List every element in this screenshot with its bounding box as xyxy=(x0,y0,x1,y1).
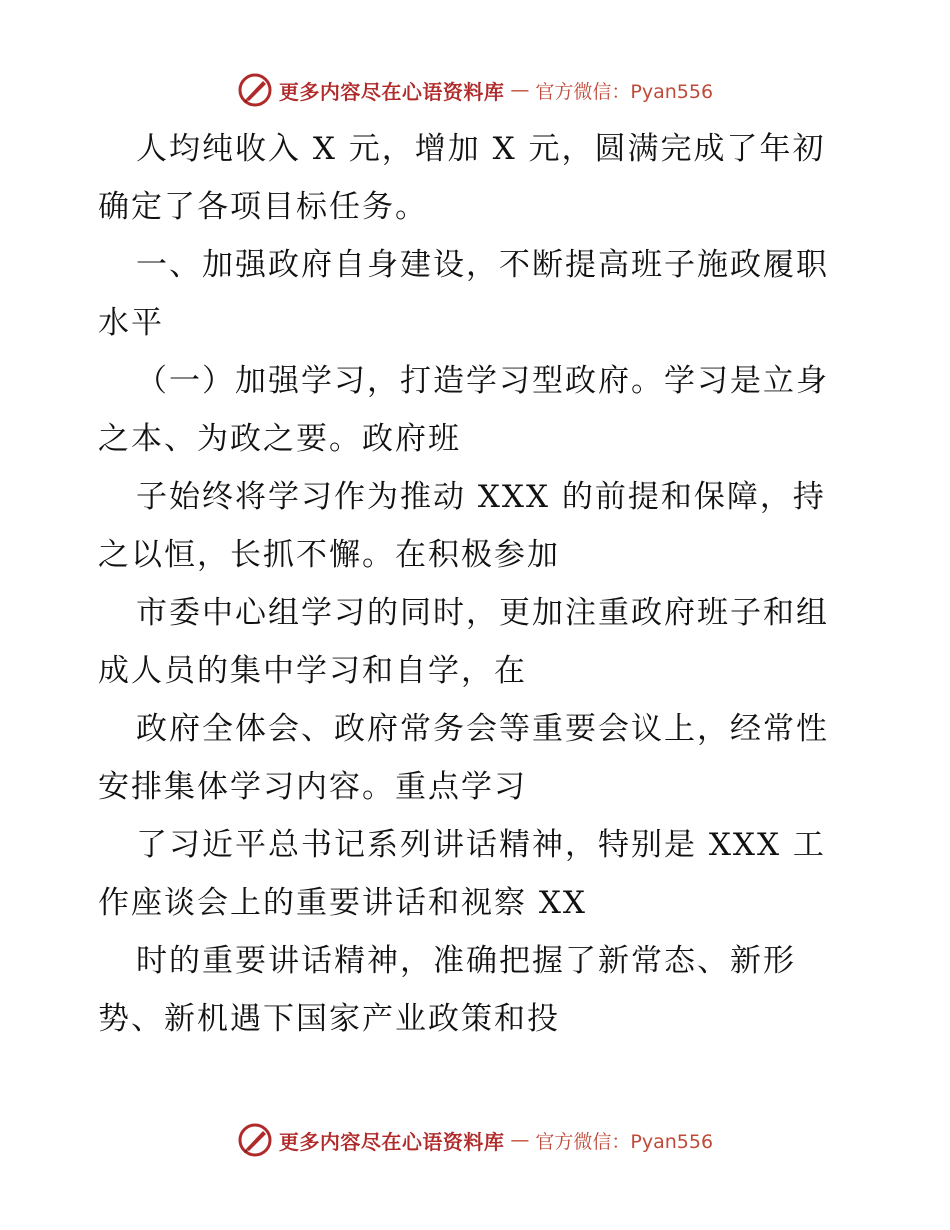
footer-banner xyxy=(0,1120,950,1160)
text-line: 成人员的集中学习和自学，在 xyxy=(98,653,527,689)
brand-text: 更多内容尽在心语资料库 xyxy=(278,1129,505,1154)
text-line: 人均纯收入 X 元，增加 X 元，圆满完成了年初 xyxy=(136,131,826,167)
text-line: （一）加强学习，打造学习型政府。学习是立身 xyxy=(136,363,829,399)
text-line: 了习近平总书记系列讲话精神，特别是 XXX 工 xyxy=(136,827,826,863)
text-line: 水平 xyxy=(98,305,164,341)
text-line: 势、新机遇下国家产业政策和投 xyxy=(98,1001,560,1037)
header-banner xyxy=(0,70,950,110)
document-body xyxy=(98,120,858,1060)
text-line: 之本、为政之要。政府班 xyxy=(98,421,461,457)
text-line: 时的重要讲话精神，准确把握了新常态、新形 xyxy=(136,943,796,979)
wechat-text: 官方微信：Pyan556 xyxy=(535,1130,714,1153)
brand-text: 更多内容尽在心语资料库 xyxy=(278,79,505,104)
text-line: 确定了各项目标任务。 xyxy=(98,189,428,225)
wechat-text: 官方微信：Pyan556 xyxy=(535,80,714,103)
text-line: 子始终将学习作为推动 XXX 的前提和保障，持 xyxy=(136,479,826,515)
banner-separator: — xyxy=(510,1129,530,1151)
quill-logo-icon xyxy=(237,72,273,108)
text-line: 安排集体学习内容。重点学习 xyxy=(98,769,527,805)
text-line: 市委中心组学习的同时，更加注重政府班子和组 xyxy=(136,595,829,631)
text-line: 政府全体会、政府常务会等重要会议上，经常性 xyxy=(136,711,829,747)
text-line: 之以恒，长抓不懈。在积极参加 xyxy=(98,537,560,573)
banner-separator: — xyxy=(510,79,530,101)
text-line: 一、加强政府自身建设，不断提高班子施政履职 xyxy=(136,247,829,283)
quill-logo-icon xyxy=(237,1122,273,1158)
text-line: 作座谈会上的重要讲话和视察 XX xyxy=(98,885,587,921)
